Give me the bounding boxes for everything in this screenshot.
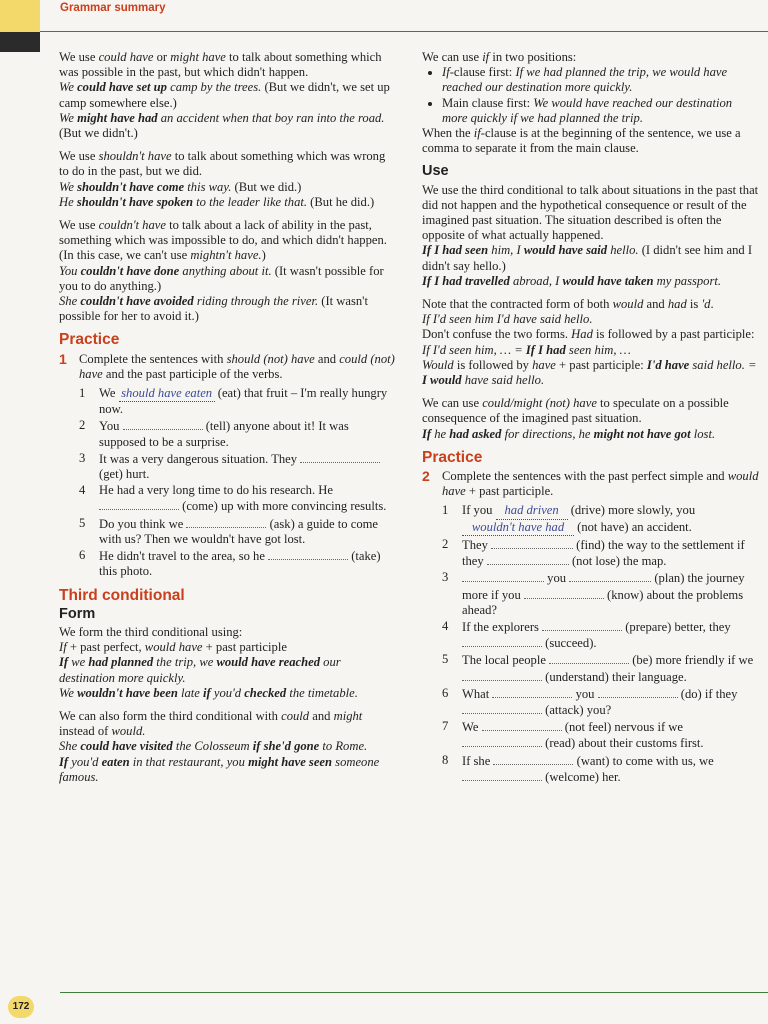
example: lost. <box>690 426 716 441</box>
bullet-item <box>442 65 760 95</box>
note: (But we did.) <box>231 179 302 194</box>
example: seen him, … <box>565 342 631 357</box>
text: The local people <box>462 653 550 668</box>
page-number: 172 <box>8 996 34 1018</box>
example: She <box>59 739 81 754</box>
example: had planned <box>88 655 154 670</box>
example: he <box>431 426 450 441</box>
text: (come) up with more convincing results. <box>179 499 387 514</box>
text: (prepare) better, they <box>622 619 731 634</box>
example: If I had seen <box>422 243 489 258</box>
text: have <box>532 357 556 372</box>
note: (But he did.) <box>307 194 375 209</box>
task-2 <box>422 469 760 499</box>
item-number: 6 <box>79 548 86 563</box>
text: (do) if they <box>677 686 738 701</box>
text: could have <box>98 50 154 64</box>
example: in that restaurant, you <box>129 754 249 769</box>
text: if <box>473 126 481 141</box>
use-heading: Use <box>422 163 449 180</box>
text: We use the third conditional to talk about situations in the past that did not happen and the hypothetical consequence or result of the imagined past situation. The situation described is often the opposite of what actually happened. <box>422 182 759 243</box>
example: riding through the river. <box>193 294 319 309</box>
text: We can also form the third conditional with <box>59 708 282 723</box>
example: I would <box>422 373 462 388</box>
text: Main clause first: <box>442 95 534 110</box>
example: to Rome. <box>319 739 368 754</box>
text: He didn't travel to the area, so he <box>99 549 269 564</box>
task-number: 2 <box>422 468 430 485</box>
example: said hello. = <box>689 357 757 372</box>
text: is followed by <box>453 357 533 372</box>
example: We <box>59 179 78 194</box>
paragraph <box>59 218 397 324</box>
example: might have had <box>77 110 158 125</box>
text: Don't confuse the two forms. <box>422 327 572 342</box>
third-conditional-heading: Third conditional <box>59 586 185 604</box>
exercise-item <box>79 483 397 514</box>
text: (drive) more slowly, you <box>567 503 696 518</box>
text: (get) hurt. <box>99 467 150 482</box>
paragraph <box>422 50 760 65</box>
header-tab-black <box>0 32 40 52</box>
example: late <box>177 685 204 700</box>
text: might have <box>170 50 226 64</box>
text: is followed by a past participle: <box>592 327 755 342</box>
note: (I didn't see him and I didn't say hello.) <box>422 243 753 273</box>
answer-blank[interactable] <box>598 686 678 698</box>
exercise-item <box>442 719 760 751</box>
paragraph <box>422 126 760 156</box>
text: We can use <box>422 396 483 411</box>
example: hello. <box>607 243 639 258</box>
answer-blank[interactable] <box>524 587 604 599</box>
exercise-item <box>79 451 397 482</box>
text: We use <box>59 50 99 64</box>
text: (understand) their language. <box>542 669 687 684</box>
example: camp by the trees. <box>166 80 262 95</box>
text: couldn't have <box>98 218 166 233</box>
text: If the explorers <box>462 619 543 634</box>
page-title: Grammar summary <box>60 2 166 14</box>
text: We form the third conditional using: <box>59 624 243 639</box>
text: might <box>333 708 363 723</box>
text: could (not) have <box>79 351 395 381</box>
exercise-item <box>79 548 397 579</box>
answer-blank[interactable] <box>462 735 542 747</box>
text: could/might (not) have <box>482 396 597 411</box>
answer-blank[interactable]: wouldn't have had <box>462 520 574 536</box>
item-number: 1 <box>79 386 86 401</box>
text: (succeed). <box>542 636 597 651</box>
answer-blank[interactable] <box>462 570 544 582</box>
text: You <box>99 419 123 434</box>
answer-blank[interactable] <box>186 516 266 528</box>
right-column <box>422 50 760 786</box>
example: for directions, he <box>501 426 594 441</box>
text: would. <box>111 724 146 739</box>
example: If <box>422 426 432 441</box>
example: our destination more quickly. <box>59 655 341 685</box>
text: We can use <box>422 50 483 64</box>
exercise-item <box>442 652 760 684</box>
example: if she'd gone <box>252 739 320 754</box>
exercise-item <box>442 570 760 618</box>
exercise-item <box>442 753 760 785</box>
example: shouldn't have spoken <box>76 194 194 209</box>
text: Note that the contracted form of both <box>422 297 613 312</box>
example: He <box>59 194 77 209</box>
text: (take) this photo. <box>99 549 381 579</box>
example: the trip, we <box>153 655 217 670</box>
paragraph <box>422 396 760 442</box>
note: (It wasn't possible for you to do anything.) <box>59 263 384 293</box>
example: If we had planned the trip, we would have reached our destination more quickly. <box>442 65 728 95</box>
item-number: 4 <box>79 483 86 498</box>
item-number: 4 <box>442 618 449 633</box>
text: He had a very long time to do his research. He <box>99 483 333 498</box>
example: my passport. <box>653 273 722 288</box>
example: to the leader like that. <box>193 194 308 209</box>
example: you'd <box>68 754 102 769</box>
example: someone famous. <box>59 754 380 784</box>
text: . <box>710 297 714 312</box>
text: (attack) you? <box>542 702 612 717</box>
item-number: 3 <box>79 450 86 465</box>
left-column <box>59 50 397 793</box>
text: (want) to come with us, we <box>573 753 714 768</box>
answer-blank[interactable] <box>492 686 572 698</box>
exercise-item <box>442 503 760 535</box>
example: could have visited <box>80 739 173 754</box>
text: -clause first: <box>449 65 516 80</box>
text: could <box>281 708 310 723</box>
text: + past participle: <box>555 357 647 372</box>
example: If I'd seen him I'd have said hello. <box>422 312 593 327</box>
answer-blank[interactable] <box>462 769 542 781</box>
text: and the past participle of the verbs. <box>102 366 283 381</box>
example: She <box>59 294 81 309</box>
text: We <box>99 386 119 401</box>
text: If she <box>462 753 494 768</box>
answer-blank[interactable] <box>462 702 542 714</box>
text: to talk about a lack of ability in the past, something which was impossible to do, and which didn't happen. (In this case, we can't use <box>59 218 387 263</box>
example: couldn't have done <box>80 263 180 278</box>
example: If I'd seen him, … = <box>422 342 526 357</box>
text: shouldn't have <box>98 149 172 164</box>
text: (not have) an accident. <box>574 519 692 534</box>
practice-heading: Practice <box>59 331 120 349</box>
text: + past participle. <box>465 484 554 499</box>
example: checked <box>244 685 287 700</box>
text: mightn't have. <box>190 248 262 263</box>
answer-blank[interactable] <box>491 537 573 549</box>
exercise-item <box>442 686 760 718</box>
text: Complete the sentences with the past perfect simple and <box>442 469 728 484</box>
paragraph <box>422 297 760 388</box>
answer-blank[interactable] <box>569 570 651 582</box>
text: (plan) the journey more if you <box>462 571 745 602</box>
exercise-item <box>442 537 760 569</box>
text: you <box>544 571 570 586</box>
text: would <box>612 297 644 312</box>
text: If <box>442 65 450 80</box>
text: to speculate on a possible consequence of the imagined past situation. <box>422 396 729 426</box>
example: couldn't have avoided <box>80 294 194 309</box>
text: Would <box>422 357 454 372</box>
answer-blank[interactable] <box>482 719 562 731</box>
example: had asked <box>449 426 502 441</box>
text: you <box>572 686 598 701</box>
text: if <box>482 50 490 64</box>
item-number: 8 <box>442 752 449 767</box>
header-tab-yellow <box>0 0 40 32</box>
example: you'd <box>210 685 245 700</box>
text: (tell) anyone about it! It was supposed to be a surprise. <box>99 419 349 449</box>
exercise-item <box>79 418 397 449</box>
example: We <box>59 110 78 125</box>
page-header <box>0 0 768 26</box>
example: could have set up <box>77 80 167 95</box>
text: They <box>462 537 492 552</box>
bullet-item <box>442 96 760 126</box>
text: and <box>643 297 668 312</box>
item-number: 6 <box>442 685 449 700</box>
example: If I had <box>525 342 566 357</box>
text: (not feel) nervous if we <box>561 720 683 735</box>
text: (find) the way to the settlement if they <box>462 537 745 569</box>
item-number: 1 <box>442 503 449 518</box>
task-instructions <box>442 469 760 499</box>
example: I'd have <box>646 357 690 372</box>
text: We use <box>59 149 99 164</box>
item-number: 2 <box>442 536 449 551</box>
example: We would have reached our destination more quickly if we had planned the trip. <box>442 95 733 125</box>
text: (be) more friendly if we <box>629 653 754 668</box>
task-instructions <box>79 352 397 382</box>
answer-blank[interactable] <box>300 451 380 463</box>
text: would have <box>442 469 759 499</box>
item-number: 5 <box>442 652 449 667</box>
text: should (not) have <box>226 351 315 366</box>
text: (welcome) her. <box>542 769 621 784</box>
text: If <box>59 640 67 655</box>
text: We use <box>59 218 99 233</box>
text: (read) about their customs first. <box>542 736 704 751</box>
example: would have said <box>523 243 608 258</box>
example: him, I <box>488 243 524 258</box>
example: anything about it. <box>179 263 272 278</box>
example: we <box>68 655 89 670</box>
header-rule <box>40 31 768 32</box>
answer-blank[interactable] <box>99 498 179 510</box>
text: (eat) that fruit – I'm really hungry now. <box>99 386 388 417</box>
text: Complete the sentences with <box>79 351 227 366</box>
example: We <box>59 80 78 95</box>
answer-blank[interactable] <box>462 635 542 647</box>
example: if <box>203 685 211 700</box>
task-1 <box>59 352 397 382</box>
answer-blank[interactable]: had driven <box>496 503 568 519</box>
example: an accident when that boy ran into the road. <box>157 110 385 125</box>
task-number: 1 <box>59 350 67 367</box>
answer-blank[interactable] <box>493 753 573 765</box>
text: and <box>314 351 340 366</box>
answer-blank[interactable] <box>549 652 629 664</box>
example: If I had travelled <box>422 273 510 288</box>
text: is <box>686 297 702 312</box>
paragraph <box>59 50 397 141</box>
text: (know) about the problems ahead? <box>462 587 744 617</box>
text: and <box>309 708 334 723</box>
text: We <box>462 720 482 735</box>
text: When the <box>422 126 474 141</box>
exercise-item <box>442 619 760 651</box>
example: the timetable. <box>286 685 358 700</box>
note: (It wasn't possible for her to avoid it.) <box>59 294 368 324</box>
example: would have reached <box>216 655 321 670</box>
text: It was a very dangerous situation. They <box>99 451 301 466</box>
example: this way. <box>184 179 232 194</box>
text: 'd <box>701 297 711 312</box>
text: What <box>462 686 493 701</box>
item-number: 2 <box>79 418 86 433</box>
example: wouldn't have been <box>77 685 178 700</box>
text: had <box>667 297 687 312</box>
example: might not have got <box>593 426 691 441</box>
text: ) <box>261 248 266 263</box>
item-number: 3 <box>442 570 449 585</box>
text: + past participle <box>202 640 287 655</box>
answer-blank[interactable] <box>487 553 569 565</box>
example: might have seen <box>248 754 333 769</box>
text: in two positions: <box>489 50 577 64</box>
example: shouldn't have come <box>77 179 185 194</box>
example: If <box>59 655 69 670</box>
item-number: 5 <box>79 515 86 530</box>
exercise-item <box>79 386 397 417</box>
example: We <box>59 685 78 700</box>
exercise-item <box>79 516 397 547</box>
example: eaten <box>101 754 130 769</box>
example: would have taken <box>562 273 654 288</box>
example: the Colosseum <box>172 739 253 754</box>
note: (But we didn't.) <box>59 126 138 141</box>
text: Do you think we <box>99 516 187 531</box>
exercise-list <box>59 386 397 579</box>
answer-blank[interactable] <box>462 669 542 681</box>
example: You <box>59 263 81 278</box>
example: abroad, I <box>509 273 563 288</box>
text: -clause is at the beginning of the sentence, we use a comma to separate it from the main clause. <box>422 126 741 156</box>
paragraph <box>59 709 397 785</box>
text: Had <box>571 327 593 342</box>
text: (not lose) the map. <box>568 554 667 569</box>
paragraph <box>59 625 397 701</box>
practice-heading: Practice <box>422 448 483 466</box>
text: to talk about something which was possible in the past, but which didn't happen. <box>59 50 382 80</box>
bullet-list <box>422 65 760 126</box>
answer-blank[interactable]: should have eaten <box>119 386 215 402</box>
exercise-list <box>422 503 760 784</box>
paragraph <box>422 183 760 289</box>
answer-blank[interactable] <box>542 619 622 631</box>
item-number: 7 <box>442 719 449 734</box>
answer-blank[interactable] <box>123 418 203 430</box>
form-heading: Form <box>59 605 96 622</box>
text: or <box>153 50 171 64</box>
example: have said hello. <box>461 373 545 388</box>
text: instead of <box>59 724 112 739</box>
text: If you <box>462 503 496 518</box>
text: + past perfect, <box>66 640 145 655</box>
example: If <box>59 754 69 769</box>
text: to talk about something which was wrong to do in the past, but we did. <box>59 149 386 179</box>
text: (ask) a guide to come with us? Then we wouldn't have got lost. <box>99 516 379 546</box>
paragraph <box>59 149 397 210</box>
note: (But we didn't, we set up camp somewhere else.) <box>59 80 390 110</box>
text: would have <box>144 640 203 655</box>
footer-rule <box>60 992 768 993</box>
answer-blank[interactable] <box>268 548 348 560</box>
